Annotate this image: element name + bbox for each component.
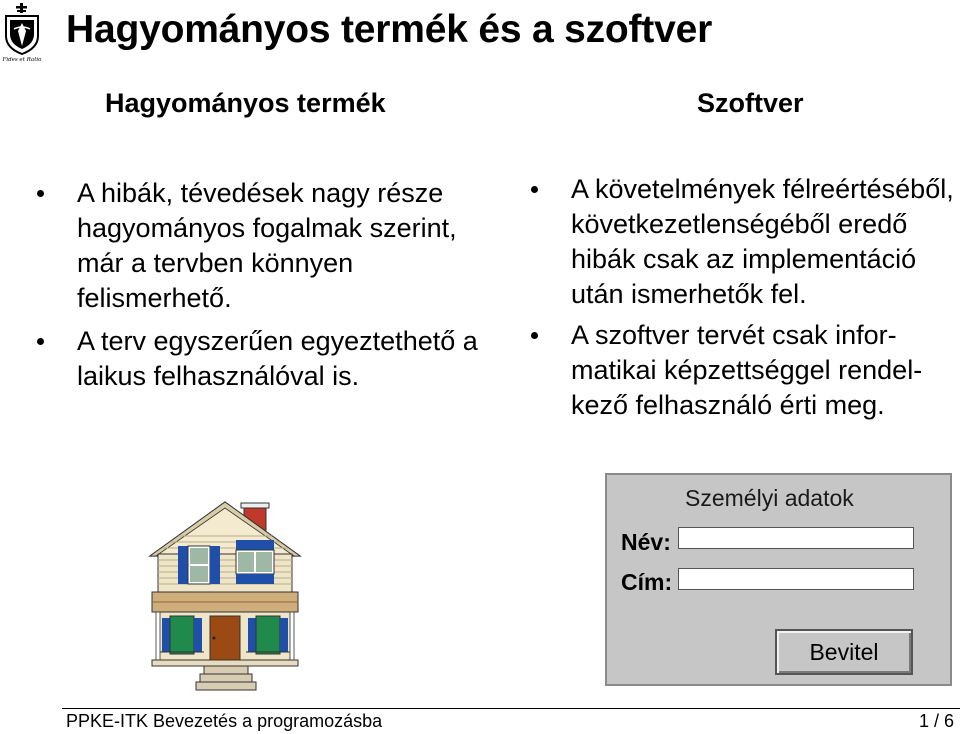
footer-divider xyxy=(62,708,960,709)
bullet-text: A terv egyszerűen egyeztethető a laikus felhasználóval is. xyxy=(77,326,478,391)
university-logo xyxy=(2,2,42,64)
bullet-dot xyxy=(531,186,538,193)
address-input[interactable] xyxy=(678,568,914,590)
bullet-text: A hibák, tévedések nagy része hagyományos fogalmak szerint, már a tervben könnyen felismerhető. xyxy=(77,178,457,313)
slide-footer xyxy=(0,708,960,734)
list-item xyxy=(77,176,497,316)
bullet-dot xyxy=(37,338,44,345)
page-number: 1 / 6 xyxy=(918,711,954,731)
name-label: Név: xyxy=(621,529,671,555)
house-illustration xyxy=(148,496,302,692)
footer-course-title: PPKE-ITK Bevezetés a programozásba xyxy=(66,711,383,731)
submit-button[interactable]: Bevitel xyxy=(775,629,913,675)
svg-text:Fides et Ratio: Fides et Ratio xyxy=(2,57,42,63)
bullet-dot xyxy=(531,332,538,339)
left-bullet-list xyxy=(77,176,497,402)
right-bullet-list xyxy=(571,172,960,429)
form-title: Személyi adatok xyxy=(685,485,854,511)
right-column-heading: Szoftver xyxy=(697,88,804,118)
personal-data-form xyxy=(605,473,952,686)
bullet-text: A követelmények félreértéséből, következetlenségéből eredő hibák csak az implementáció után ismerhetők fel. xyxy=(571,174,954,309)
list-item xyxy=(571,318,960,423)
name-input[interactable] xyxy=(678,527,914,549)
address-label: Cím: xyxy=(621,569,673,595)
bullet-text: A szoftver tervét csak informatikai képzettséggel rendelkező felhasználó érti meg. xyxy=(571,320,923,420)
bullet-dot xyxy=(37,190,44,197)
list-item xyxy=(571,172,960,312)
left-column-heading: Hagyományos termék xyxy=(105,88,386,118)
slide-title: Hagyományos termék és a szoftver xyxy=(66,8,713,51)
list-item xyxy=(77,324,497,394)
